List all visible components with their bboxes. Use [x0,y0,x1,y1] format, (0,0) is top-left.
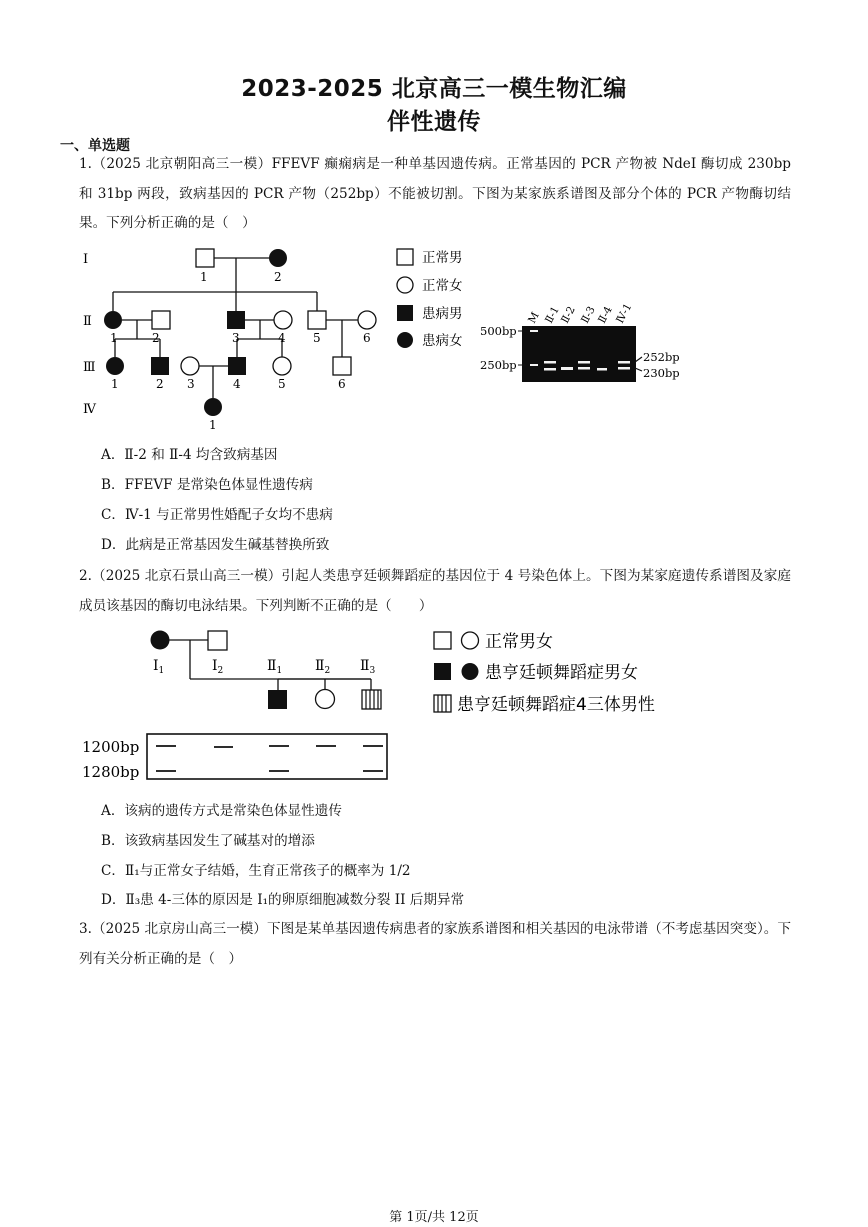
q2-ii2-normal-female [316,690,335,709]
i2-number: 2 [274,270,282,284]
question-1-stem: 1.（2025 北京朝阳高三一模）FFEVF 癫痫病是一种单基因遗传病。正常基因的 PCR 产物被 NdeI 酶切成 230bp 和 31bp 两段，致病基因的 PCR 产物（252bp）不能被切割。下图为某家族系谱图及部分个体的 PCR 产物酶切结果。下列分析正确的是（ ） [79,156,791,231]
legend-affected-male-label: 患病男 [422,306,463,322]
ii6-normal-female [358,311,376,329]
q2-legend-normal-female-icon [462,632,479,649]
ii2-normal-male [152,311,170,329]
document-subtitle: 伴性遗传 [387,109,481,135]
legend-affected-male-icon [397,305,413,321]
iii2-affected-male [151,357,169,375]
q2-label-i1: $I_1$ [153,658,165,676]
question-3-stem: 3.（2025 北京房山高三一模）下图是某单基因遗传病患者的家族系谱图和相关基因的电泳带谱（不考虑基因突变）。下列有关分析正确的是（ ） [79,921,791,967]
gel-lane-ii1: Ⅱ-1 [543,304,562,326]
ii3-affected-male [227,311,245,329]
q2-gel-label-1200bp: 1200bp [82,738,140,756]
iii1-affected-female [106,357,124,375]
gel-lane-iv1: Ⅳ-1 [614,301,635,326]
iii5-normal-female [273,357,291,375]
q2-legend-trisomy-label: 患亨廷顿舞蹈症4三体男性 [457,695,655,715]
q2-legend-normal-male-icon [434,632,451,649]
legend-normal-female-label: 正常女 [422,278,463,294]
i1-number: 1 [200,270,208,284]
gel-band [578,367,590,370]
gel-lane-ii4: Ⅱ-4 [596,304,615,326]
iv1-affected-female [204,398,222,416]
gel-band [544,361,556,364]
ii6-number: 6 [363,331,371,345]
section-heading: 一、单选题 [60,138,130,154]
iii5-number: 5 [278,377,286,391]
ii4-number: 4 [278,331,286,345]
i2-affected-female [269,249,287,267]
q2-i1-affected-female [151,631,170,650]
ii2-number: 2 [152,331,160,345]
q2-label-ii1: $Ⅱ_1$ [267,658,283,676]
iii2-number: 2 [156,377,164,391]
gel-lane-ii3: Ⅱ-3 [579,304,598,326]
q2-option-c[interactable]: C．Ⅱ₁与正常女子结婚，生育正常孩子的概率为 1/2 [101,863,411,879]
ii1-affected-female [104,311,122,329]
iii4-affected-male [228,357,246,375]
gel-band [530,364,538,366]
q2-label-i2: $I_2$ [212,658,224,676]
iii6-number: 6 [338,377,346,391]
gel-band [530,330,538,332]
gen-label-iii: Ⅲ [83,360,96,375]
legend-normal-male-icon [397,249,413,265]
q2-option-a[interactable]: A．该病的遗传方式是常染色体显性遗传 [101,803,342,819]
i1-normal-male [196,249,214,267]
legend-normal-female-icon [397,277,413,293]
legend-affected-female-icon [397,332,413,348]
q2-label-ii2: $Ⅱ_2$ [315,658,331,676]
gen-label-iv: Ⅳ [83,402,96,417]
iii3-number: 3 [187,377,195,391]
gel-label-250bp: 250bp [480,358,517,372]
q2-legend-affected-male-icon [434,663,451,680]
gel-band [597,368,607,371]
gel-band [578,361,590,364]
page-footer: 第 1页/共 12页 [389,1210,479,1225]
q2-gel-frame [147,734,387,779]
gen-label-ii: Ⅱ [83,314,92,329]
gel-band [544,368,556,371]
q2-ii1-affected-male [268,690,287,709]
iii1-number: 1 [111,377,119,391]
gel-label-230bp: 230bp [643,366,680,380]
q2-legend-affected-label: 患亨廷顿舞蹈症男女 [485,663,638,683]
ii1-number: 1 [110,331,118,345]
ii4-normal-female [274,311,292,329]
gel-lane-ii2: Ⅱ-2 [559,304,578,326]
q1-option-c[interactable]: C．Ⅳ-1 与正常男性婚配子女均不患病 [101,507,333,523]
q2-figure [80,622,700,787]
gel-band [618,361,630,364]
ii5-number: 5 [313,331,321,345]
ii3-number: 3 [232,331,240,345]
ii5-normal-male [308,311,326,329]
q2-gel-label-1280bp: 1280bp [82,763,140,781]
q2-option-b[interactable]: B．该致病基因发生了碱基对的增添 [101,833,315,849]
iii3-normal-female [181,357,199,375]
q1-option-b[interactable]: B．FFEVF 是常染色体显性遗传病 [101,477,313,493]
gen-label-i: I [83,252,89,267]
q2-legend-affected-female-icon [462,663,479,680]
iii4-number: 4 [233,377,241,391]
legend-affected-female-label: 患病女 [422,333,463,349]
gel-band [561,367,573,370]
gel-label-500bp: 500bp [480,324,517,338]
q1-option-d[interactable]: D．此病是正常基因发生碱基替换所致 [101,537,330,553]
document-title: 2023-2025 北京高三一模生物汇编 [241,76,627,102]
q2-legend-normal-label: 正常男女 [485,632,553,652]
gel-label-252bp: 252bp [643,350,680,364]
q1-gel [480,301,680,382]
iii6-normal-male [333,357,351,375]
legend-normal-male-label: 正常男 [422,250,463,266]
question-2-stem: 2.（2025 北京石景山高三一模）引起人类患亨廷顿舞蹈症的基因位于 4 号染色体上。下图为某家庭遗传系谱图及家庭成员该基因的酶切电泳结果。下列判断不正确的是（ ） [79,568,791,614]
q2-label-ii3: $Ⅱ_3$ [360,658,376,676]
iv1-number: 1 [209,418,217,432]
q2-option-d[interactable]: D．Ⅱ₃患 4-三体的原因是 I₁的卵原细胞减数分裂 II 后期异常 [101,892,465,908]
gel-background [522,326,636,382]
q1-figure [75,240,795,435]
q2-i2-normal-male [208,631,227,650]
gel-band [618,367,630,370]
gel-lane-m: M [526,310,542,326]
q1-option-a[interactable]: A．Ⅱ-2 和 Ⅱ-4 均含致病基因 [101,447,278,463]
